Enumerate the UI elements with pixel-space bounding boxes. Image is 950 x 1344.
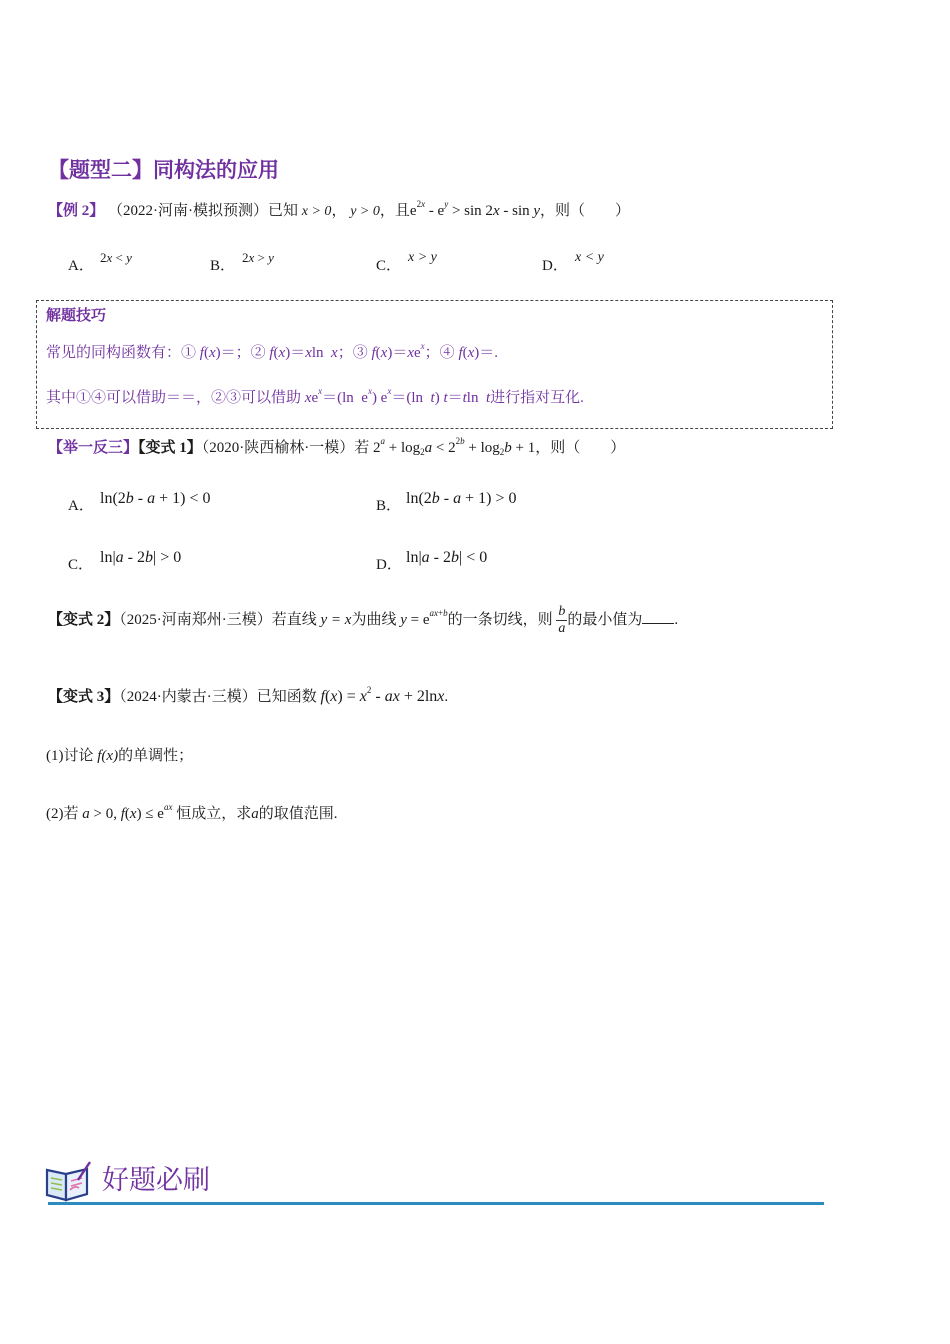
question-1-tail: 的单调性； <box>118 748 194 764</box>
example-2-option-c[interactable] <box>376 254 401 275</box>
option-label: D． <box>376 557 402 573</box>
tips-line-2: 其中①④可以借助＝＝，②③可以借助 $xe^x=(\ln$ $e^x$) $e^x=(\ln$ t) t＝tln t进行指对互化. <box>46 386 584 406</box>
option-label: B． <box>210 258 236 274</box>
variant-1-option-c[interactable] <box>68 553 93 574</box>
variant-tag: 【变式 3】 <box>48 689 120 705</box>
option-label: D． <box>542 258 568 274</box>
condition-y: y > 0 <box>350 204 380 219</box>
tips-box <box>36 300 833 429</box>
variant-tag: 【变式 1】 <box>138 440 202 456</box>
fraction-denominator: a <box>558 621 566 636</box>
question-2-condition: a > 0, $f(x) \le e^{ax}$ <box>82 802 173 822</box>
option-label: C． <box>68 557 94 573</box>
section-divider <box>48 1202 824 1205</box>
variant-1-option-a[interactable] <box>68 494 94 515</box>
option-label: A． <box>68 498 94 514</box>
variant-3-stem <box>48 685 448 706</box>
question-1-prefix: (1)讨论 <box>46 748 94 764</box>
variant-1-option-d[interactable] <box>376 553 402 574</box>
variant-1-option-b[interactable] <box>376 494 401 515</box>
option-c-expr: ln|a - 2b| > 0 <box>100 549 182 566</box>
variant-tail: ，则（ ） <box>535 440 626 456</box>
book-icon <box>44 1160 94 1207</box>
answer-blank[interactable] <box>642 611 674 624</box>
separator: ， <box>331 203 347 219</box>
function-definition: $f(x) = x^2$ - ax + 2lnx <box>320 685 445 705</box>
connector-text: 的一条切线，则 <box>447 611 553 628</box>
option-label: C． <box>376 258 402 274</box>
example-2-option-d[interactable] <box>542 254 568 275</box>
variant-condition: $2^a + \log_2a < 2^{2b} + \log_2b + 1$ <box>373 436 536 457</box>
variant-source: （2025·河南郑州·三模）若直线 <box>119 611 317 628</box>
question-2 <box>46 802 337 823</box>
variant-source: （2024·内蒙古·三模）已知函数 <box>119 689 317 705</box>
variant-tail: 的最小值为 <box>567 611 643 628</box>
variant-tag: 【变式 2】 <box>48 611 120 628</box>
fraction-b-over-a <box>556 604 567 637</box>
period: . <box>444 689 449 705</box>
example-2-option-b[interactable] <box>210 254 235 275</box>
tips-title: 解题技巧 <box>46 308 107 324</box>
connector-text: ，且 <box>379 203 410 219</box>
question-2-prefix: (2)若 <box>46 806 79 822</box>
example-tag: 【例 2】 <box>48 203 105 219</box>
option-d-expr: ln|a - 2b| < 0 <box>406 549 488 566</box>
question-2-mid: 恒成立，求 <box>176 806 252 822</box>
option-a-expr: ln(2b - a + 1) < 0 <box>100 490 211 507</box>
variant-1-stem <box>48 436 625 457</box>
option-b-expr: 2x > y <box>242 250 274 265</box>
option-c-expr: x > y <box>408 250 437 265</box>
question-2-variable: a <box>251 806 259 822</box>
example-tail: ，则（ ） <box>540 203 631 219</box>
example-2-stem <box>48 199 630 220</box>
option-a-expr: 2x < y <box>100 250 132 265</box>
option-label: B． <box>376 498 402 514</box>
curve-equation: $y = e^{ax+b}$ <box>400 607 448 628</box>
inequality: $e^{2x} - e^y > \sin 2x - \sin y$ <box>409 199 541 219</box>
option-label: A． <box>68 258 94 274</box>
question-2-tail: 的取值范围. <box>258 806 338 822</box>
example-source: （2022·河南·模拟预测）已知 <box>108 203 299 219</box>
example-2-option-a[interactable] <box>68 254 94 275</box>
option-d-expr: x < y <box>575 250 604 265</box>
connector-text: 为曲线 <box>351 611 397 628</box>
tips-line-1: 常见的同构函数有：① f(x)＝；② f(x)＝xln x；③ $f(x)=xe^x$；④ f(x)＝. <box>46 341 499 361</box>
period: . <box>674 611 679 628</box>
question-1 <box>46 744 193 765</box>
line-equation: y = x <box>320 611 352 628</box>
practice-tag: 【举一反三】 <box>48 440 139 456</box>
question-1-func: f(x) <box>97 748 119 764</box>
section-title: 【题型二】同构法的应用 <box>48 158 279 182</box>
option-b-expr: ln(2b - a + 1) > 0 <box>406 490 517 507</box>
variant-source: （2020·陕西榆林·一模）若 <box>201 440 370 456</box>
variant-2-stem <box>48 604 678 637</box>
fraction-numerator: b <box>558 604 566 619</box>
section-heading: 好题必刷 <box>102 1165 210 1196</box>
condition-x: x > 0 <box>301 204 332 219</box>
